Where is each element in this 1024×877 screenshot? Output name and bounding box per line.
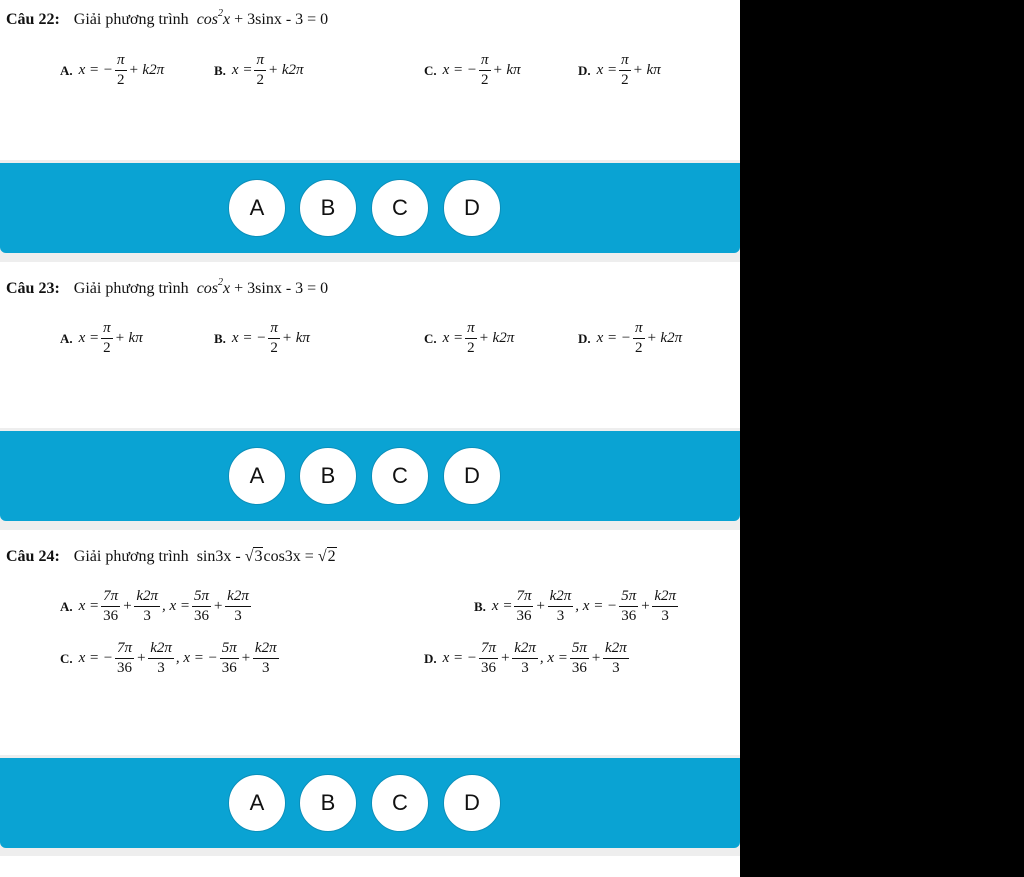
option-c[interactable] — [424, 320, 514, 357]
option-a[interactable] — [60, 588, 253, 625]
answer-button-c[interactable]: C — [371, 447, 429, 505]
option-expression: x = $\frac{\pi}{2}$ + kπ — [78, 320, 143, 356]
answer-button-c[interactable]: C — [371, 774, 429, 832]
option-letter: C. — [424, 62, 437, 78]
question-card-24 — [0, 530, 740, 755]
option-letter: D. — [578, 62, 591, 78]
option-a[interactable] — [60, 52, 164, 89]
answer-button-a[interactable]: A — [228, 179, 286, 237]
option-letter: A. — [60, 330, 73, 346]
option-letter: B. — [474, 598, 486, 614]
option-expression: x = $\frac{\pi}{2}$ + k2π — [442, 320, 515, 356]
answer-band — [0, 163, 740, 253]
answer-button-a[interactable]: A — [228, 774, 286, 832]
question-card-22 — [0, 0, 740, 160]
answer-button-b[interactable]: B — [299, 179, 357, 237]
answer-band — [0, 431, 740, 521]
question-title — [6, 276, 329, 298]
question-prompt: Giải phương trình — [73, 280, 189, 297]
question-equation: cos 2 x + 3 sinx - 3 = 0 — [192, 7, 329, 28]
option-d[interactable] — [578, 52, 661, 89]
question-title — [6, 548, 337, 566]
answer-button-c[interactable]: C — [371, 179, 429, 237]
question-title — [6, 7, 329, 29]
answer-button-d[interactable]: D — [443, 447, 501, 505]
black-side-panel — [740, 0, 1024, 877]
answer-band — [0, 758, 740, 848]
option-expression: x = − $\frac{\pi}{2}$ + k2π — [78, 52, 165, 88]
answer-button-b[interactable]: B — [299, 774, 357, 832]
option-expression: x = $\frac{\pi}{2}$ + k2π — [231, 52, 304, 88]
option-letter: D. — [578, 330, 591, 346]
question-equation: cos 2 x + 3 sinx - 3 = 0 — [192, 276, 329, 297]
option-b[interactable] — [214, 320, 310, 357]
option-expression: x = − $\frac{7\pi}{36}$ + $\frac{k2\pi}{3}$ , x = − $\frac{5\pi}{36}$ + $\frac{k2\pi}{3}$ — [78, 640, 277, 676]
option-expression: x = − $\frac{\pi}{2}$ + kπ — [231, 320, 310, 356]
option-d[interactable] — [578, 320, 682, 357]
option-expression: x = $\frac{\pi}{2}$ + kπ — [596, 52, 661, 88]
question-label: Câu 23: — [6, 280, 60, 297]
option-a[interactable] — [60, 320, 143, 357]
option-letter: C. — [424, 330, 437, 346]
question-prompt: Giải phương trình — [73, 548, 189, 565]
option-expression: x = − $\frac{7\pi}{36}$ + $\frac{k2\pi}{3}$ , x = $\frac{5\pi}{36}$ + $\frac{k2\pi}{3}$ — [442, 640, 627, 676]
option-letter: A. — [60, 62, 73, 78]
answer-button-d[interactable]: D — [443, 179, 501, 237]
option-letter: B. — [214, 330, 226, 346]
option-c[interactable] — [424, 52, 521, 89]
option-b[interactable] — [474, 588, 680, 625]
option-expression: x = $\frac{7\pi}{36}$ + $\frac{k2\pi}{3}$ , x = $\frac{5\pi}{36}$ + $\frac{k2\pi}{3}$ — [78, 588, 249, 624]
answer-button-a[interactable]: A — [228, 447, 286, 505]
option-expression: x = − $\frac{\pi}{2}$ + kπ — [442, 52, 521, 88]
question-label: Câu 24: — [6, 548, 60, 565]
question-prompt: Giải phương trình — [73, 11, 189, 28]
option-d[interactable] — [424, 640, 631, 677]
option-expression: x = − $\frac{\pi}{2}$ + k2π — [596, 320, 683, 356]
option-c[interactable] — [60, 640, 281, 677]
answer-button-d[interactable]: D — [443, 774, 501, 832]
question-card-next — [0, 856, 740, 877]
question-equation: sin3x - √3cos3x = √2 — [192, 548, 336, 565]
option-letter: B. — [214, 62, 226, 78]
answer-button-b[interactable]: B — [299, 447, 357, 505]
option-expression: x = $\frac{7\pi}{36}$ + $\frac{k2\pi}{3}$ , x = − $\frac{5\pi}{36}$ + $\frac{k2\pi}{3}$ — [491, 588, 677, 624]
question-label: Câu 22: — [6, 11, 60, 28]
option-letter: C. — [60, 650, 73, 666]
option-letter: A. — [60, 598, 73, 614]
question-card-23 — [0, 262, 740, 428]
option-letter: D. — [424, 650, 437, 666]
option-b[interactable] — [214, 52, 304, 89]
